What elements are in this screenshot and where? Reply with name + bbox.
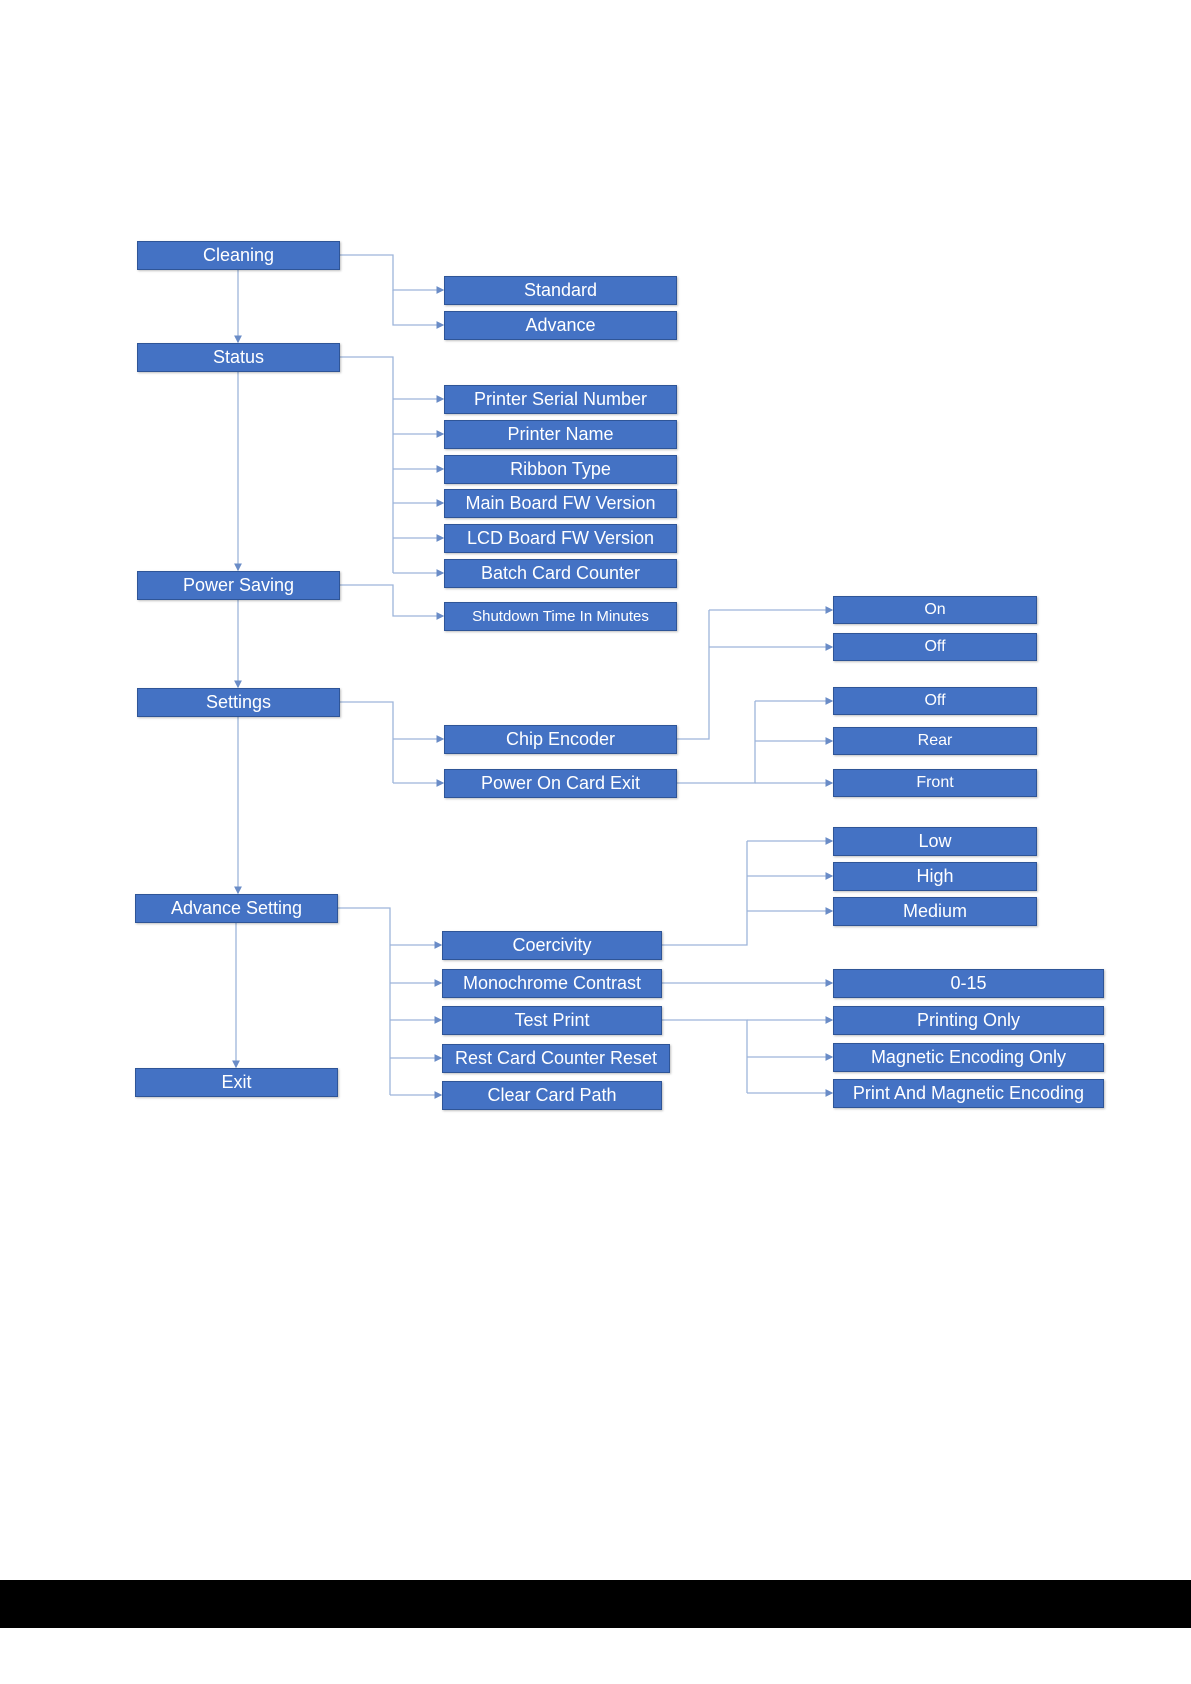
node-standard: Standard (444, 276, 677, 305)
node-coercivity-high: High (833, 862, 1037, 891)
node-lcd-board-fw-version: LCD Board FW Version (444, 524, 677, 553)
node-power-saving: Power Saving (137, 571, 340, 600)
bottom-black-band (0, 1580, 1191, 1628)
node-monochrome-contrast: Monochrome Contrast (442, 969, 662, 998)
node-advance: Advance (444, 311, 677, 340)
link-cleaning-advance (393, 290, 443, 325)
node-status: Status (137, 343, 340, 372)
node-printer-name: Printer Name (444, 420, 677, 449)
node-main-board-fw-version: Main Board FW Version (444, 489, 677, 518)
node-batch-card-counter: Batch Card Counter (444, 559, 677, 588)
node-coercivity-medium: Medium (833, 897, 1037, 926)
node-advance-setting: Advance Setting (135, 894, 338, 923)
node-chip-off: Off (833, 633, 1037, 661)
node-magnetic-encoding-only: Magnetic Encoding Only (833, 1043, 1104, 1072)
node-print-and-magnetic-encoding: Print And Magnetic Encoding (833, 1079, 1104, 1108)
link-power-shutdown (340, 585, 443, 616)
node-settings: Settings (137, 688, 340, 717)
node-ribbon-type: Ribbon Type (444, 455, 677, 484)
node-shutdown-time: Shutdown Time In Minutes (444, 602, 677, 631)
node-chip-on: On (833, 596, 1037, 624)
node-rest-card-counter-reset: Rest Card Counter Reset (442, 1044, 670, 1073)
node-contrast-range: 0-15 (833, 969, 1104, 998)
node-exit: Exit (135, 1068, 338, 1097)
node-chip-encoder: Chip Encoder (444, 725, 677, 754)
node-coercivity-low: Low (833, 827, 1037, 856)
node-clear-card-path: Clear Card Path (442, 1081, 662, 1110)
node-power-on-card-exit: Power On Card Exit (444, 769, 677, 798)
link-cleaning-standard (340, 255, 443, 290)
node-printing-only: Printing Only (833, 1006, 1104, 1035)
node-exit-off: Off (833, 687, 1037, 715)
node-cleaning: Cleaning (137, 241, 340, 270)
node-exit-rear: Rear (833, 727, 1037, 755)
node-coercivity: Coercivity (442, 931, 662, 960)
node-exit-front: Front (833, 769, 1037, 797)
node-test-print: Test Print (442, 1006, 662, 1035)
node-printer-serial-number: Printer Serial Number (444, 385, 677, 414)
